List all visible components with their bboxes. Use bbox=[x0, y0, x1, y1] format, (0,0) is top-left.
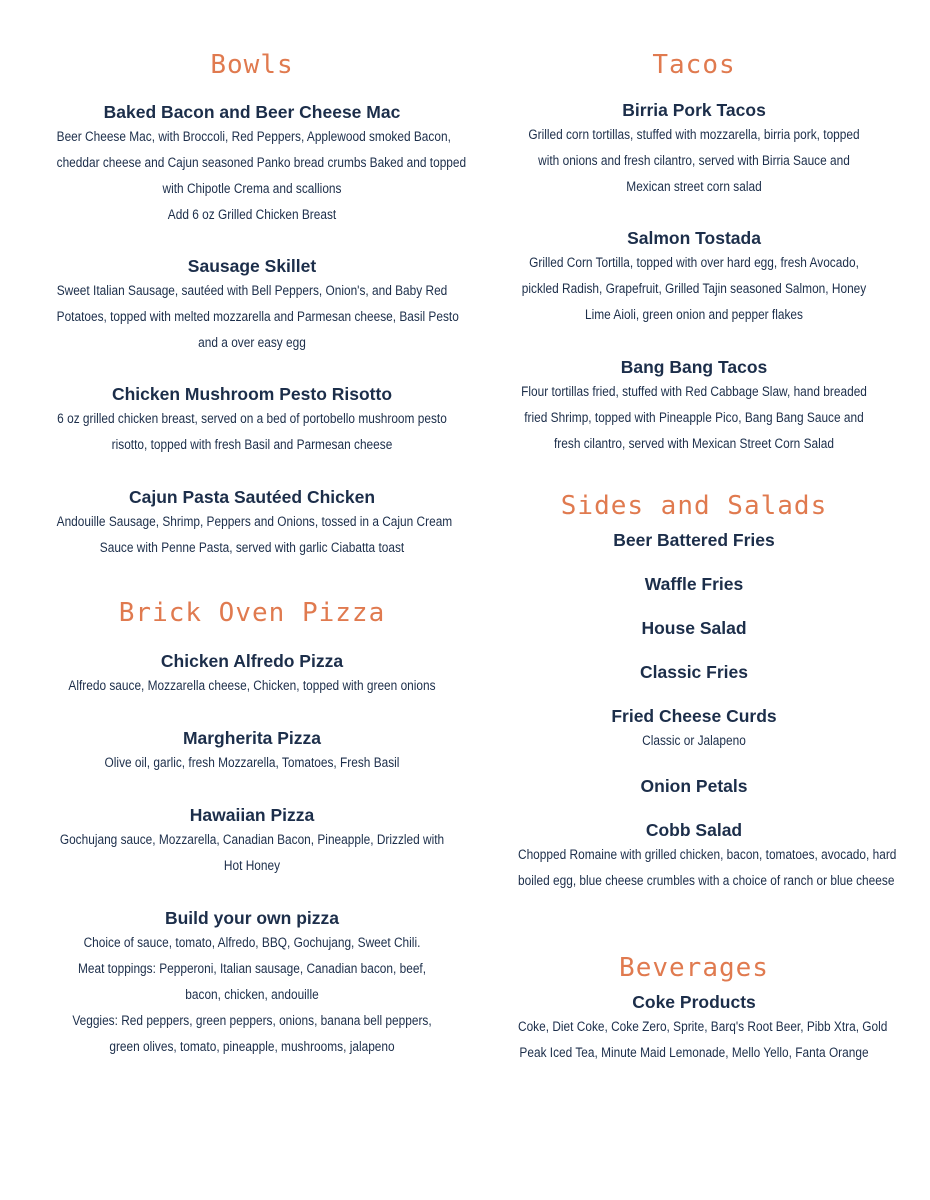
menu-item bbox=[494, 355, 894, 457]
section-title-brick-oven-pizza: Brick Oven Pizza bbox=[118, 598, 386, 628]
menu-item bbox=[30, 100, 474, 228]
item-description: Alfredo sauce, Mozzarella cheese, Chicken, topped with green onions bbox=[68, 678, 436, 693]
item-name: House Salad bbox=[641, 618, 747, 638]
item-description: Grilled corn tortillas, stuffed with mozzarella, birria pork, topped with onions and fresh cilantro, served with Birria Sauce and Mexican street corn salad bbox=[528, 127, 860, 194]
item-name: Coke Products bbox=[632, 992, 756, 1012]
menu-item bbox=[494, 774, 894, 798]
item-description: Flour tortillas fried, stuffed with Red Cabbage Slaw, hand breaded fried Shrimp, topped with Pineapple Pico, Bang Bang Sauce and fresh cilantro, served with Mexican Street Corn Salad bbox=[521, 384, 867, 451]
item-name: Chicken Mushroom Pesto Risotto bbox=[111, 384, 393, 404]
item-name: Baked Bacon and Beer Cheese Mac bbox=[103, 102, 401, 122]
item-name: Onion Petals bbox=[640, 776, 748, 796]
item-name: Fried Cheese Curds bbox=[611, 706, 777, 726]
item-name: Cobb Salad bbox=[645, 820, 743, 840]
item-name: Bang Bang Tacos bbox=[620, 357, 768, 377]
item-name: Salmon Tostada bbox=[627, 228, 761, 248]
item-description: Grilled Corn Tortilla, topped with over hard egg, fresh Avocado, pickled Radish, Grapefruit, Grilled Tajin seasoned Salmon, Honey Lime Aioli, green onion and pepper flakes bbox=[521, 255, 867, 322]
menu-item bbox=[494, 98, 894, 200]
item-description: Beer Cheese Mac, with Broccoli, Red Peppers, Applewood smoked Bacon, cheddar cheese and Cajun seasoned Panko bread crumbs Baked and topped with Chipotle Crema and scallions Add 6 oz Grilled Chicken Breast bbox=[56, 129, 467, 222]
menu-item bbox=[494, 818, 897, 894]
menu-item bbox=[30, 803, 474, 879]
menu-item bbox=[494, 990, 894, 1066]
item-description: Coke, Diet Coke, Coke Zero, Sprite, Barq's Root Beer, Pibb Xtra, Gold Peak Iced Tea, Minute Maid Lemonade, Mello Yello, Fanta Orange bbox=[518, 1019, 888, 1060]
item-description: 6 oz grilled chicken breast, served on a bed of portobello mushroom pesto risotto, topped with fresh Basil and Parmesan cheese bbox=[57, 411, 447, 452]
menu-item bbox=[30, 485, 474, 561]
item-description: Olive oil, garlic, fresh Mozzarella, Tomatoes, Fresh Basil bbox=[104, 755, 400, 770]
item-description: Classic or Jalapeno bbox=[642, 733, 746, 748]
item-description: Chopped Romaine with grilled chicken, bacon, tomatoes, avocado, hard boiled egg, blue cheese crumbles with a choice of ranch or blue cheese bbox=[518, 847, 897, 888]
menu-item bbox=[30, 726, 474, 776]
menu-item bbox=[30, 382, 474, 458]
item-name: Waffle Fries bbox=[644, 574, 744, 594]
menu-item bbox=[494, 226, 894, 328]
menu-item bbox=[494, 528, 894, 552]
item-description: Sweet Italian Sausage, sautéed with Bell Peppers, Onion's, and Baby Red Potatoes, topped with melted mozzarella and Parmesan cheese, Basil Pesto and a over easy egg bbox=[56, 283, 459, 350]
item-name: Cajun Pasta Sautéed Chicken bbox=[128, 487, 376, 507]
item-name: Chicken Alfredo Pizza bbox=[160, 651, 344, 671]
section-title-sides-and-salads: Sides and Salads bbox=[560, 491, 828, 521]
item-name: Classic Fries bbox=[640, 662, 748, 682]
menu-item bbox=[494, 704, 894, 754]
menu-item bbox=[30, 906, 474, 1060]
menu-item bbox=[30, 254, 474, 356]
item-name: Hawaiian Pizza bbox=[189, 805, 315, 825]
menu-item bbox=[494, 616, 894, 640]
item-description: Andouille Sausage, Shrimp, Peppers and Onions, tossed in a Cajun Cream Sauce with Penne Pasta, served with garlic Ciabatta toast bbox=[56, 514, 453, 555]
section-title-tacos: Tacos bbox=[652, 50, 736, 80]
item-description: Gochujang sauce, Mozzarella, Canadian Bacon, Pineapple, Drizzled with Hot Honey bbox=[59, 832, 445, 873]
item-name: Margherita Pizza bbox=[182, 728, 322, 748]
item-name: Birria Pork Tacos bbox=[622, 100, 766, 120]
item-name: Sausage Skillet bbox=[187, 256, 317, 276]
menu-item bbox=[494, 572, 894, 596]
item-name: Beer Battered Fries bbox=[613, 530, 775, 550]
item-name: Build your own pizza bbox=[164, 908, 340, 928]
section-title-beverages: Beverages bbox=[619, 953, 769, 983]
menu-item bbox=[30, 649, 474, 699]
menu-item bbox=[494, 660, 894, 684]
item-description: Choice of sauce, tomato, Alfredo, BBQ, Gochujang, Sweet Chili. Meat toppings: Pepperoni, Italian sausage, Canadian bacon, beef, bacon, chicken, andouille Veggies: Red peppers, green peppers, onions, banana bell peppers, green olives, tomato, pineapple, mushrooms, jalapeno bbox=[72, 935, 432, 1054]
section-title-bowls: Bowls bbox=[210, 50, 294, 80]
